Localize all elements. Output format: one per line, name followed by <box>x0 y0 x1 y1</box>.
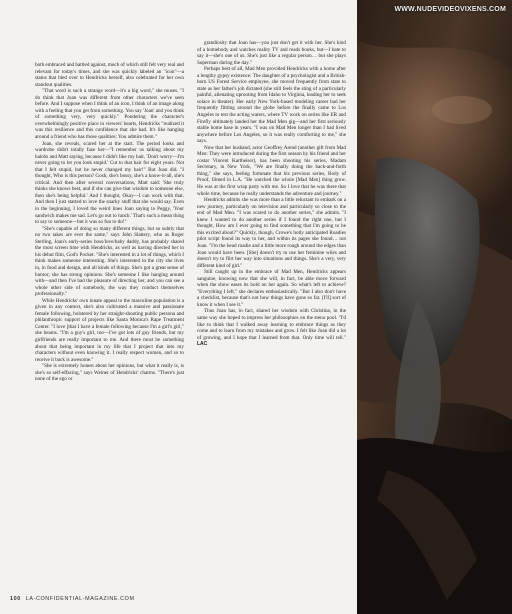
photo-leather-sofa <box>357 0 512 614</box>
paragraph: "She's capable of doing so many different things, but so subtly that no two takes are ever the same," says John Slattery, who as Roger Sterling, Joan's early-series boss/love/baby daddy, has probably shared the most screen time with Hendricks, as well as having directed her in his debut film, God's Pocket. "She's interested in a lot of things, which I think makes someone interesting. She's interested in the city she lives in, in food and design, and all kinds of things. She's got a great sense of humor; she has strong opinions. She's someone I like hanging around with—and then I've had the pleasure of directing her, and you can see a whole other side of somebody, the way they conduct themselves professionally." <box>35 225 184 298</box>
paragraph: "She is extremely honest about her opinions, but what it really is, is she's so self-effacing," says Weiner of Hendricks' charms. "There's just none of the ego or <box>35 363 184 383</box>
photo-artwork <box>357 0 512 614</box>
page-number: 100 <box>10 596 21 602</box>
paragraph: Now that her husband, actor Geoffrey Arend (another gift from Mad Men: They were introduced during the first season by his friend and her costar Vincent Kartheiser), has been shooting his series, Madam Secretary, in New York, "We are finally doing the back-and-forth thing," she says, feeling fortunate that his previous series, Body of Proof, filmed in L.A. "He watched the whole [Mad Men] thing grow. He was at the first wrap party with me. So I love that he was there that whole time, because he really understands the adventure and journey." <box>197 144 346 197</box>
footer-site: LA-CONFIDENTIAL-MAGAZINE.COM <box>25 596 135 602</box>
paragraph: "That word is such a strange word—it's a big word," she muses. "I do think that Joan was different from other characters we've seen before. And I suppose when I think of an icon, I think of an image along with a feeling that you get from something. You say 'Joan' and you think of something very, very quickly." Pondering the character's overwhelmingly positive place in viewers' hearts, Hendricks "realized it was this resilience and this confidence that she had. It's like hanging around a friend who has those qualities: You admire them." <box>35 88 184 141</box>
paragraph: While Hendricks' own innate appeal to the masculine population is a given in any context, she's also cultivated a massive and passionate female following, bolstered by her straight-shooting public persona and philanthropic support of projects like Santa Monica's Rape Treatment Center. "I love [that I have a female following because I'm a girl's girl," she beams. "I'm a guy's girl, too—I've got lots of guy friends, but my girlfriends are really important to me. And there must be something about that being important in my life that I project that into my characters without even knowing it. I really respect women, and so to receive it back is awesome." <box>35 297 184 363</box>
watermark: WWW.NUDEVIDEOVIXENS.COM <box>394 6 506 13</box>
paragraph: grandiosity that Joan has—you just don't get it with her. She's kind of a homebody and watches reality TV and reads books, but—I hate to say it—she's one of us. She's just like a regular person… but she plays Superman during the day." <box>197 40 346 66</box>
paragraph: Still caught up in the embrace of Mad Men, Hendricks appears sanguine, knowing now that she will, in fact, be able move forward when the show eases its hold on her again. So what's left to achieve? "Everything I left," she declares enthusiastically. "But I also don't have a checklist, because that's not how things have gone so far. [I'll] sort of know it when I see it." <box>197 269 346 308</box>
article-column-1 <box>35 62 184 586</box>
paragraph: both embraced and battled against, much of which still felt very real and relevant for today's times, and she was quickly labeled an "icon"—a status that bled over to Hendricks herself, also celebrated for her own standout qualities. <box>35 62 184 88</box>
paragraph: Perhaps best of all, Mad Men provided Hendricks with a home after a lengthy gypsy existence: The daughter of a psychologist and a British-born US Forest Service employee, she moved frequently from state to state as her father's job dictated (she still feels the sting of a particularly painful, alienating uprooting from Idaho to Virginia, leading her to seek solace in theater). Her early New York-based modeling career had her frequently flitting around the globe before the finally came to Los Angeles to test the acting waters, where TV work on series like ER and Firefly ultimately landed her the Mad Men gig—and her first seriously stable home base in years. "I was on Mad Men longer than I had lived anywhere before Los Angeles, so it was really comforting to me," she says. <box>197 66 346 145</box>
page-footer <box>10 594 135 604</box>
paragraph: Hendricks admits she was more than a little reluctant to embark on a new journey, particularly on television and particularly so close to the end of Mad Men. "I was scared to do another series," she admits. "I knew I wanted to do another series if I found the right one, but I thought, How am I ever going to find something that I'm going to be this excited about?" Quickly, though, Crowe's hotly anticipated Roadies pilot script found its way to her, and within its pages she found… not Joan. "I'm the head roadie and a little more rough around the edges than Joan would have been. [She] doesn't try to use her feminine wiles and doesn't try to flirt her way into situations and things. She's a very, very different kind of girl." <box>197 197 346 269</box>
end-mark: LAC <box>197 341 208 348</box>
paragraph: Thus Joan has, in fact, shared her wisdom with Christina, in the same way she hoped to impress her philosophies on the steno pool. "I'd like to think that I walked away learning to embrace things as they come and to learn from my mistakes and grow. I felt like Joan did a lot of growing, and I hope that I learned from that. Only time will tell." LAC <box>197 308 346 348</box>
article-column-2 <box>197 40 346 586</box>
paragraph: Joan, she reveals, scared her at the start. The period looks and wardrobe didn't totally faze her—"I remember us talking about my hairdo and Matt saying, because I didn't like my hair, 'Don't worry—I'm never going to let you look stupid.' Cut to that hair for eight years. Not that I felt stupid, but he never changed my hair!" But Joan did. "I thought, Who is this person? Gosh, she's bossy, she's a know-it-all, she's critical. And then after several conversations, Matt said: 'She truly thinks she knows best, and if she can give that wisdom to someone else, then she's being helpful.' And I thought, Okay—I can work with that. And then I just started to love the snarky stuff that she would say. Even in the beginning, I loved the weird lines Joan saying to Peggy, 'Your sandwich makes me sad. Let's go out to lunch.' That's such a mean thing to say to someone—but it was so fun to do!" <box>35 140 184 226</box>
